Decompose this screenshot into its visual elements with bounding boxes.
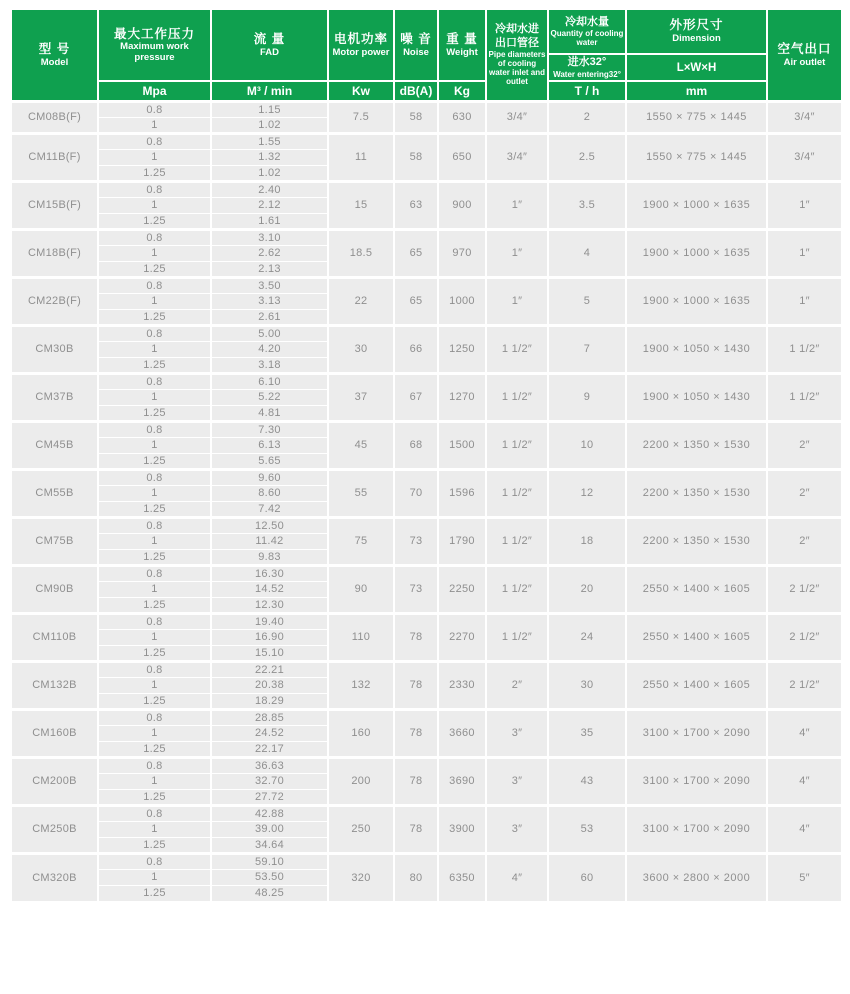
cell-fad: 1.15 <box>211 102 328 118</box>
cell-fad: 3.50 <box>211 278 328 294</box>
cell-cooling-water: 9 <box>548 374 626 422</box>
cell-pressure: 1.25 <box>98 310 211 326</box>
cell-pressure: 0.8 <box>98 854 211 870</box>
cell-fad: 3.18 <box>211 358 328 374</box>
cell-model: CM55B <box>11 470 98 518</box>
cell-cooling-water: 10 <box>548 422 626 470</box>
table-header <box>11 9 842 102</box>
cell-pressure: 1 <box>98 534 211 550</box>
table-row <box>11 710 842 726</box>
cell-dimension: 3100 × 1700 × 2090 <box>626 806 767 854</box>
cell-pipe-diameter: 1 1/2″ <box>486 566 548 614</box>
cell-air-outlet: 1″ <box>767 182 842 230</box>
cell-fad: 22.17 <box>211 742 328 758</box>
table-row <box>11 326 842 342</box>
water-entering-cn: 进水32° <box>567 56 607 69</box>
cell-fad: 16.90 <box>211 630 328 646</box>
cell-cooling-water: 12 <box>548 470 626 518</box>
cell-dimension: 1900 × 1050 × 1430 <box>626 326 767 374</box>
cell-dimension: 1900 × 1000 × 1635 <box>626 278 767 326</box>
cell-fad: 2.12 <box>211 198 328 214</box>
cell-cooling-water: 7 <box>548 326 626 374</box>
cell-weight: 1000 <box>438 278 486 326</box>
cell-pipe-diameter: 1″ <box>486 278 548 326</box>
cell-motor-power: 55 <box>328 470 394 518</box>
cell-air-outlet: 1 1/2″ <box>767 326 842 374</box>
cell-pipe-diameter: 3″ <box>486 758 548 806</box>
cell-weight: 3690 <box>438 758 486 806</box>
cell-dimension: 1900 × 1000 × 1635 <box>626 230 767 278</box>
col-header-weight <box>438 9 486 81</box>
cell-pipe-diameter: 1 1/2″ <box>486 518 548 566</box>
cell-pressure: 1.25 <box>98 838 211 854</box>
cell-cooling-water: 53 <box>548 806 626 854</box>
cell-air-outlet: 2 1/2″ <box>767 662 842 710</box>
cell-dimension: 3100 × 1700 × 2090 <box>626 710 767 758</box>
cell-weight: 650 <box>438 134 486 182</box>
cell-fad: 32.70 <box>211 774 328 790</box>
cell-pressure: 1.25 <box>98 166 211 182</box>
lwh-label: L×W×H <box>676 61 717 74</box>
cell-air-outlet: 2 1/2″ <box>767 614 842 662</box>
cell-fad: 1.02 <box>211 166 328 182</box>
cell-cooling-water: 2 <box>548 102 626 134</box>
cell-motor-power: 320 <box>328 854 394 902</box>
cell-air-outlet: 2″ <box>767 422 842 470</box>
cell-dimension: 2200 × 1350 × 1530 <box>626 422 767 470</box>
subheader-lwh <box>626 54 767 81</box>
cell-weight: 6350 <box>438 854 486 902</box>
cell-pressure: 0.8 <box>98 662 211 678</box>
col-header-max-pressure <box>98 9 211 81</box>
cell-fad: 11.42 <box>211 534 328 550</box>
cell-air-outlet: 4″ <box>767 710 842 758</box>
pressure-label-cn: 最大工作压力 <box>113 26 195 41</box>
cell-pipe-diameter: 3/4″ <box>486 102 548 134</box>
cell-motor-power: 75 <box>328 518 394 566</box>
cell-fad: 14.52 <box>211 582 328 598</box>
cell-motor-power: 110 <box>328 614 394 662</box>
cell-fad: 36.63 <box>211 758 328 774</box>
cell-weight: 970 <box>438 230 486 278</box>
cell-pipe-diameter: 1″ <box>486 230 548 278</box>
cell-pressure: 1 <box>98 118 211 134</box>
fad-label-en: FAD <box>260 46 279 58</box>
cell-pressure: 1 <box>98 150 211 166</box>
cell-weight: 630 <box>438 102 486 134</box>
cell-pressure: 1 <box>98 198 211 214</box>
cell-pressure: 1.25 <box>98 694 211 710</box>
cell-noise: 66 <box>394 326 438 374</box>
cell-dimension: 1900 × 1000 × 1635 <box>626 182 767 230</box>
cell-motor-power: 11 <box>328 134 394 182</box>
cell-noise: 68 <box>394 422 438 470</box>
table-row <box>11 182 842 198</box>
cell-fad: 20.38 <box>211 678 328 694</box>
cell-noise: 73 <box>394 518 438 566</box>
cell-pipe-diameter: 2″ <box>486 662 548 710</box>
cell-weight: 900 <box>438 182 486 230</box>
cell-fad: 2.13 <box>211 262 328 278</box>
cell-pipe-diameter: 1 1/2″ <box>486 326 548 374</box>
cell-weight: 2270 <box>438 614 486 662</box>
cell-pressure: 0.8 <box>98 758 211 774</box>
cell-cooling-water: 18 <box>548 518 626 566</box>
cell-fad: 24.52 <box>211 726 328 742</box>
cell-fad: 48.25 <box>211 886 328 902</box>
cell-pressure: 0.8 <box>98 422 211 438</box>
cell-noise: 58 <box>394 102 438 134</box>
dimension-label-en: Dimension <box>672 33 721 44</box>
cell-model: CM75B <box>11 518 98 566</box>
cell-fad: 27.72 <box>211 790 328 806</box>
noise-label-cn: 噪 音 <box>400 31 432 46</box>
unit-dba: dB(A) <box>394 81 438 102</box>
cell-motor-power: 132 <box>328 662 394 710</box>
cell-pipe-diameter: 3/4″ <box>486 134 548 182</box>
col-header-model <box>11 9 98 102</box>
model-label-en: Model <box>40 56 69 68</box>
cell-model: CM110B <box>11 614 98 662</box>
unit-mpa: Mpa <box>98 81 211 102</box>
cell-pressure: 1 <box>98 486 211 502</box>
cell-weight: 1596 <box>438 470 486 518</box>
cell-motor-power: 30 <box>328 326 394 374</box>
cell-model: CM37B <box>11 374 98 422</box>
cell-pipe-diameter: 1 1/2″ <box>486 374 548 422</box>
table-row <box>11 102 842 118</box>
cell-pressure: 0.8 <box>98 230 211 246</box>
col-header-fad <box>211 9 328 81</box>
cell-fad: 28.85 <box>211 710 328 726</box>
cooling-qty-label-en: Quantity of cooling water <box>550 28 624 48</box>
cell-fad: 1.32 <box>211 150 328 166</box>
cell-pressure: 0.8 <box>98 566 211 582</box>
motor-label-en: Motor power <box>332 46 390 58</box>
cell-pipe-diameter: 4″ <box>486 854 548 902</box>
cell-pressure: 1.25 <box>98 406 211 422</box>
table-row <box>11 518 842 534</box>
dimension-label-cn: 外形尺寸 <box>669 18 724 33</box>
cell-pressure: 1.25 <box>98 502 211 518</box>
cell-pressure: 1.25 <box>98 262 211 278</box>
cell-dimension: 3100 × 1700 × 2090 <box>626 758 767 806</box>
cell-noise: 65 <box>394 230 438 278</box>
table-row <box>11 134 842 150</box>
subheader-water-entering <box>548 54 626 81</box>
table-row <box>11 278 842 294</box>
cell-pipe-diameter: 1″ <box>486 182 548 230</box>
col-header-pipe-diameter <box>486 9 548 102</box>
cell-pressure: 1.25 <box>98 742 211 758</box>
table-row <box>11 662 842 678</box>
cell-motor-power: 250 <box>328 806 394 854</box>
cell-noise: 58 <box>394 134 438 182</box>
cell-fad: 9.60 <box>211 470 328 486</box>
spec-table-body <box>11 102 842 902</box>
cell-fad: 59.10 <box>211 854 328 870</box>
model-label-cn: 型 号 <box>38 41 71 56</box>
table-row <box>11 758 842 774</box>
cell-pressure: 0.8 <box>98 806 211 822</box>
cell-pressure: 1 <box>98 630 211 646</box>
weight-label-en: Weight <box>446 46 478 58</box>
cell-cooling-water: 35 <box>548 710 626 758</box>
cell-pressure: 0.8 <box>98 518 211 534</box>
cell-model: CM200B <box>11 758 98 806</box>
table-row <box>11 806 842 822</box>
cell-noise: 70 <box>394 470 438 518</box>
pipe-label-cn2: 出口管径 <box>495 36 539 49</box>
cell-noise: 78 <box>394 614 438 662</box>
cell-pressure: 0.8 <box>98 470 211 486</box>
cell-air-outlet: 3/4″ <box>767 134 842 182</box>
cell-pressure: 1 <box>98 390 211 406</box>
air-outlet-label-cn: 空气出口 <box>777 41 832 56</box>
cell-fad: 1.02 <box>211 118 328 134</box>
cell-pressure: 0.8 <box>98 710 211 726</box>
cell-pressure: 1.25 <box>98 790 211 806</box>
pipe-label-en: Pipe diameters of cooling water inlet and outlet <box>488 49 546 87</box>
cell-dimension: 2200 × 1350 × 1530 <box>626 518 767 566</box>
cell-pressure: 1 <box>98 342 211 358</box>
cell-noise: 78 <box>394 806 438 854</box>
cell-fad: 2.40 <box>211 182 328 198</box>
pressure-label-en: Maximum work pressure <box>120 41 189 63</box>
cell-air-outlet: 1″ <box>767 278 842 326</box>
cell-air-outlet: 1″ <box>767 230 842 278</box>
cell-fad: 15.10 <box>211 646 328 662</box>
cell-weight: 1250 <box>438 326 486 374</box>
cell-fad: 42.88 <box>211 806 328 822</box>
cell-pressure: 0.8 <box>98 182 211 198</box>
table-row <box>11 470 842 486</box>
cell-noise: 78 <box>394 758 438 806</box>
cell-noise: 67 <box>394 374 438 422</box>
motor-label-cn: 电机功率 <box>333 31 388 46</box>
unit-kg: Kg <box>438 81 486 102</box>
cell-model: CM08B(F) <box>11 102 98 134</box>
cell-motor-power: 18.5 <box>328 230 394 278</box>
cell-noise: 65 <box>394 278 438 326</box>
cell-model: CM22B(F) <box>11 278 98 326</box>
cell-fad: 1.55 <box>211 134 328 150</box>
cell-weight: 3900 <box>438 806 486 854</box>
cell-pipe-diameter: 3″ <box>486 710 548 758</box>
cell-fad: 9.83 <box>211 550 328 566</box>
unit-m3-min: M³ / min <box>211 81 328 102</box>
cell-model: CM90B <box>11 566 98 614</box>
cell-pressure: 1.25 <box>98 454 211 470</box>
cell-dimension: 1900 × 1050 × 1430 <box>626 374 767 422</box>
cell-weight: 2330 <box>438 662 486 710</box>
cell-pipe-diameter: 1 1/2″ <box>486 470 548 518</box>
cell-model: CM18B(F) <box>11 230 98 278</box>
cell-fad: 12.50 <box>211 518 328 534</box>
col-header-noise <box>394 9 438 81</box>
cell-motor-power: 160 <box>328 710 394 758</box>
cell-motor-power: 90 <box>328 566 394 614</box>
cell-fad: 2.62 <box>211 246 328 262</box>
cell-noise: 78 <box>394 662 438 710</box>
cell-fad: 6.10 <box>211 374 328 390</box>
table-row <box>11 614 842 630</box>
pipe-label-cn1: 冷却水进 <box>495 23 539 36</box>
cell-pipe-diameter: 3″ <box>486 806 548 854</box>
cell-cooling-water: 60 <box>548 854 626 902</box>
cell-cooling-water: 2.5 <box>548 134 626 182</box>
cell-air-outlet: 2 1/2″ <box>767 566 842 614</box>
cell-pipe-diameter: 1 1/2″ <box>486 422 548 470</box>
cell-dimension: 3600 × 2800 × 2000 <box>626 854 767 902</box>
cell-pressure: 1 <box>98 678 211 694</box>
cell-pressure: 1 <box>98 726 211 742</box>
cell-cooling-water: 20 <box>548 566 626 614</box>
cell-weight: 1500 <box>438 422 486 470</box>
cell-weight: 1790 <box>438 518 486 566</box>
col-header-cooling-quantity <box>548 9 626 54</box>
cell-fad: 16.30 <box>211 566 328 582</box>
cell-dimension: 1550 × 775 × 1445 <box>626 102 767 134</box>
cell-noise: 80 <box>394 854 438 902</box>
cell-pressure: 0.8 <box>98 326 211 342</box>
cell-dimension: 2550 × 1400 × 1605 <box>626 662 767 710</box>
cell-fad: 7.30 <box>211 422 328 438</box>
cell-pressure: 1 <box>98 246 211 262</box>
cell-weight: 3660 <box>438 710 486 758</box>
cell-weight: 2250 <box>438 566 486 614</box>
cell-weight: 1270 <box>438 374 486 422</box>
cell-fad: 34.64 <box>211 838 328 854</box>
cell-motor-power: 15 <box>328 182 394 230</box>
cell-pressure: 1.25 <box>98 646 211 662</box>
cell-fad: 12.30 <box>211 598 328 614</box>
table-row <box>11 566 842 582</box>
cell-pressure: 1.25 <box>98 598 211 614</box>
cell-dimension: 2550 × 1400 × 1605 <box>626 614 767 662</box>
cell-fad: 1.61 <box>211 214 328 230</box>
table-row <box>11 230 842 246</box>
cell-dimension: 2200 × 1350 × 1530 <box>626 470 767 518</box>
col-header-air-outlet <box>767 9 842 102</box>
cell-pressure: 1.25 <box>98 550 211 566</box>
cell-pressure: 0.8 <box>98 278 211 294</box>
cell-motor-power: 22 <box>328 278 394 326</box>
cell-air-outlet: 4″ <box>767 758 842 806</box>
cell-pressure: 1 <box>98 870 211 886</box>
cell-pressure: 1 <box>98 438 211 454</box>
cell-model: CM320B <box>11 854 98 902</box>
cell-fad: 19.40 <box>211 614 328 630</box>
cell-fad: 6.13 <box>211 438 328 454</box>
table-row <box>11 422 842 438</box>
cell-model: CM132B <box>11 662 98 710</box>
fad-label-cn: 流 量 <box>253 31 286 46</box>
cell-model: CM11B(F) <box>11 134 98 182</box>
cell-pressure: 1 <box>98 294 211 310</box>
cell-dimension: 1550 × 775 × 1445 <box>626 134 767 182</box>
cell-pressure: 1.25 <box>98 214 211 230</box>
cell-fad: 3.13 <box>211 294 328 310</box>
cell-pipe-diameter: 1 1/2″ <box>486 614 548 662</box>
cell-cooling-water: 4 <box>548 230 626 278</box>
cell-motor-power: 45 <box>328 422 394 470</box>
cell-air-outlet: 2″ <box>767 470 842 518</box>
cell-fad: 2.61 <box>211 310 328 326</box>
unit-kw: Kw <box>328 81 394 102</box>
cell-cooling-water: 3.5 <box>548 182 626 230</box>
cell-air-outlet: 5″ <box>767 854 842 902</box>
unit-th: T / h <box>548 81 626 102</box>
cell-cooling-water: 43 <box>548 758 626 806</box>
cell-pressure: 1 <box>98 774 211 790</box>
cell-fad: 5.22 <box>211 390 328 406</box>
cell-model: CM15B(F) <box>11 182 98 230</box>
cell-fad: 4.81 <box>211 406 328 422</box>
cell-model: CM45B <box>11 422 98 470</box>
cooling-qty-label-cn: 冷却水量 <box>565 15 609 28</box>
cell-noise: 63 <box>394 182 438 230</box>
cell-model: CM250B <box>11 806 98 854</box>
cell-fad: 8.60 <box>211 486 328 502</box>
cell-fad: 4.20 <box>211 342 328 358</box>
table-row <box>11 854 842 870</box>
cell-motor-power: 7.5 <box>328 102 394 134</box>
cell-model: CM30B <box>11 326 98 374</box>
cell-fad: 3.10 <box>211 230 328 246</box>
cell-pressure: 1 <box>98 582 211 598</box>
cell-pressure: 0.8 <box>98 102 211 118</box>
cell-pressure: 0.8 <box>98 374 211 390</box>
cell-air-outlet: 2″ <box>767 518 842 566</box>
cell-pressure: 0.8 <box>98 614 211 630</box>
cell-fad: 7.42 <box>211 502 328 518</box>
cell-noise: 78 <box>394 710 438 758</box>
cell-cooling-water: 30 <box>548 662 626 710</box>
unit-mm: mm <box>626 81 767 102</box>
cell-air-outlet: 4″ <box>767 806 842 854</box>
cell-motor-power: 200 <box>328 758 394 806</box>
col-header-dimension <box>626 9 767 54</box>
table-row <box>11 374 842 390</box>
cell-air-outlet: 1 1/2″ <box>767 374 842 422</box>
cell-fad: 39.00 <box>211 822 328 838</box>
cell-fad: 22.21 <box>211 662 328 678</box>
cell-pressure: 1.25 <box>98 886 211 902</box>
col-header-motor-power <box>328 9 394 81</box>
cell-pressure: 1.25 <box>98 358 211 374</box>
cell-fad: 18.29 <box>211 694 328 710</box>
cell-cooling-water: 5 <box>548 278 626 326</box>
cell-pressure: 0.8 <box>98 134 211 150</box>
cell-fad: 53.50 <box>211 870 328 886</box>
cell-motor-power: 37 <box>328 374 394 422</box>
cell-noise: 73 <box>394 566 438 614</box>
cell-pressure: 1 <box>98 822 211 838</box>
noise-label-en: Noise <box>403 46 429 58</box>
spec-table <box>10 8 843 903</box>
weight-label-cn: 重 量 <box>446 31 478 46</box>
cell-cooling-water: 24 <box>548 614 626 662</box>
cell-fad: 5.00 <box>211 326 328 342</box>
water-entering-en: Water entering32° <box>553 69 621 79</box>
cell-fad: 5.65 <box>211 454 328 470</box>
air-outlet-label-en: Air outlet <box>783 56 826 68</box>
cell-dimension: 2550 × 1400 × 1605 <box>626 566 767 614</box>
cell-model: CM160B <box>11 710 98 758</box>
cell-air-outlet: 3/4″ <box>767 102 842 134</box>
